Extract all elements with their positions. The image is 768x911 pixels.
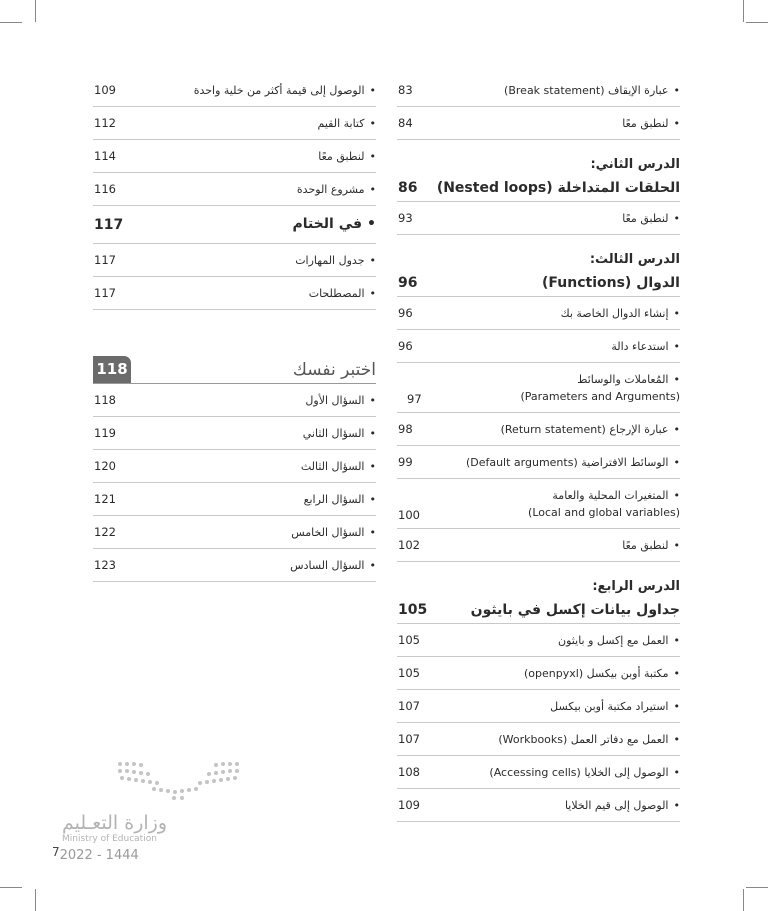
toc-entry[interactable] xyxy=(93,107,376,140)
footer-line xyxy=(52,845,139,863)
toc-entry[interactable] xyxy=(93,384,376,417)
toc-entry-page: 117 xyxy=(94,286,116,300)
toc-entry[interactable] xyxy=(397,529,680,562)
lesson-title: جداول بيانات إكسل في بايثون xyxy=(470,601,680,618)
toc-entry[interactable] xyxy=(397,107,680,140)
toc-entry[interactable] xyxy=(397,756,680,789)
toc-entry-title: • المصطلحات xyxy=(309,285,376,302)
toc-entry-page: 108 xyxy=(398,765,420,779)
lesson-page: 86 xyxy=(398,180,418,196)
toc-entry-page: 109 xyxy=(398,798,420,812)
toc-entry-title: • العمل مع إكسل و بايثون xyxy=(558,632,680,649)
toc-section-page: 117 xyxy=(94,216,124,233)
toc-entry-page: 84 xyxy=(398,116,413,130)
edition-year: 2022 - 1444 xyxy=(59,848,139,863)
toc-entry-title: • لنطبق معًا xyxy=(318,148,376,165)
toc-entry[interactable] xyxy=(93,483,376,516)
crop-mark xyxy=(0,22,22,23)
crop-mark xyxy=(746,887,768,888)
toc-entry-title: • السؤال الخامس xyxy=(291,524,376,541)
toc-entry[interactable] xyxy=(93,173,376,206)
toc-left-column xyxy=(93,74,376,582)
toc-entry-title: • عبارة الإيقاف (Break statement) xyxy=(504,82,680,99)
toc-entry-page: 96 xyxy=(398,306,413,320)
toc-entry-title: • الوصول إلى الخلايا (Accessing cells) xyxy=(489,764,680,781)
toc-entry[interactable] xyxy=(93,277,376,310)
toc-entry[interactable] xyxy=(397,657,680,690)
toc-entry[interactable] xyxy=(397,330,680,363)
crop-mark xyxy=(743,0,744,22)
toc-entry-title xyxy=(520,371,680,405)
toc-entry-title: • السؤال السادس xyxy=(290,557,376,574)
toc-entry-page: 119 xyxy=(94,426,116,440)
toc-entry[interactable] xyxy=(93,74,376,107)
ministry-logo xyxy=(52,758,242,868)
toc-entry-title: • لنطبق معًا xyxy=(622,115,680,132)
toc-right-column xyxy=(397,74,680,822)
toc-section-title: • في الختام xyxy=(292,216,376,233)
toc-entry-title: • لنطبق معًا xyxy=(622,210,680,227)
lesson-title: الحلقات المتداخلة (Nested loops) xyxy=(436,179,680,196)
toc-entry-page: 97 xyxy=(407,392,422,406)
toc-entry-page: 120 xyxy=(94,459,116,473)
toc-entry-page: 107 xyxy=(398,732,420,746)
toc-entry-page: 99 xyxy=(398,455,413,469)
toc-entry-title: • الوسائط الافتراضية (Default arguments) xyxy=(466,454,680,471)
toc-entry-title: • مكتبة أوبن بيكسل (openpyxl) xyxy=(524,665,680,682)
toc-entry[interactable] xyxy=(397,413,680,446)
toc-entry[interactable] xyxy=(397,479,680,529)
lesson-page: 105 xyxy=(398,602,428,618)
toc-entry[interactable] xyxy=(397,789,680,822)
toc-entry-title: • السؤال الرابع xyxy=(304,491,376,508)
toc-entry-page: 118 xyxy=(94,393,116,407)
toc-entry[interactable] xyxy=(93,244,376,277)
toc-entry-title: • الوصول إلى قيم الخلايا xyxy=(565,797,680,814)
toc-entry[interactable] xyxy=(93,549,376,582)
toc-entry-page: 93 xyxy=(398,211,413,225)
toc-entry-title: • لنطبق معًا xyxy=(622,537,680,554)
toc-entry-page: 114 xyxy=(94,149,116,163)
toc-entry-title: • السؤال الثاني xyxy=(303,425,376,442)
ministry-emblem-dots-icon xyxy=(114,758,244,802)
toc-entry-title: • السؤال الأول xyxy=(305,392,376,409)
toc-entry-page: 117 xyxy=(94,253,116,267)
page-number: 7 xyxy=(52,845,60,859)
toc-entry-title: • استيراد مكتبة أوبن بيكسل xyxy=(550,698,680,715)
toc-entry[interactable] xyxy=(93,140,376,173)
lesson-label: الدرس الرابع: xyxy=(592,579,680,594)
toc-entry-title: • السؤال الثالث xyxy=(301,458,376,475)
test-yourself-header[interactable] xyxy=(93,356,376,384)
toc-entry[interactable] xyxy=(397,446,680,479)
toc-entry-title-line2: (Parameters and Arguments) xyxy=(520,389,680,403)
toc-entry-title: • عبارة الإرجاع (Return statement) xyxy=(501,421,680,438)
toc-entry-page: 109 xyxy=(94,83,116,97)
crop-mark xyxy=(35,889,36,911)
toc-entry-page: 105 xyxy=(398,666,420,680)
lesson-title-row[interactable] xyxy=(397,270,680,297)
toc-entry-page: 96 xyxy=(398,339,413,353)
toc-entry[interactable] xyxy=(397,690,680,723)
toc-entry-page: 116 xyxy=(94,182,116,196)
toc-entry[interactable] xyxy=(397,297,680,330)
toc-entry-page: 121 xyxy=(94,492,116,506)
toc-entry[interactable] xyxy=(397,624,680,657)
toc-entry[interactable] xyxy=(397,723,680,756)
toc-entry-title xyxy=(528,487,680,521)
crop-mark xyxy=(35,0,36,22)
lesson-label: الدرس الثاني: xyxy=(590,157,680,172)
test-yourself-title: اختبر نفسك xyxy=(292,359,376,380)
lesson-page: 96 xyxy=(398,275,418,291)
toc-entry-title: • كتابة القيم xyxy=(318,115,376,132)
toc-entry[interactable] xyxy=(93,516,376,549)
toc-entry-title-line1: المُعاملات والوسائط xyxy=(577,372,669,386)
toc-entry-page: 112 xyxy=(94,116,116,130)
toc-entry[interactable] xyxy=(397,363,680,413)
test-yourself-page-tab: 118 xyxy=(93,356,131,383)
toc-entry-page: 83 xyxy=(398,83,413,97)
crop-mark xyxy=(743,889,744,911)
lesson-title-row[interactable] xyxy=(397,175,680,202)
toc-section-entry[interactable] xyxy=(93,206,376,244)
toc-entry-title: • إنشاء الدوال الخاصة بك xyxy=(561,305,680,322)
toc-entry-page: 105 xyxy=(398,633,420,647)
toc-entry-title: • جدول المهارات xyxy=(295,252,376,269)
crop-mark xyxy=(0,887,22,888)
toc-entry-page: 100 xyxy=(398,508,420,522)
toc-entry-title: • مشروع الوحدة xyxy=(297,181,376,198)
toc-entry-title-line2: (Local and global variables) xyxy=(528,505,680,519)
lesson-title-row[interactable] xyxy=(397,597,680,624)
toc-entry-page: 123 xyxy=(94,558,116,572)
ministry-name-arabic: وزارة التعـليم xyxy=(62,812,168,834)
lesson-label: الدرس الثالث: xyxy=(589,252,680,267)
toc-entry[interactable] xyxy=(93,417,376,450)
crop-mark xyxy=(746,22,768,23)
toc-entry-page: 98 xyxy=(398,422,413,436)
toc-entry[interactable] xyxy=(397,74,680,107)
toc-entry-title: • استدعاء دالة xyxy=(611,338,680,355)
toc-entry-page: 102 xyxy=(398,538,420,552)
ministry-name-english: Ministry of Education xyxy=(62,834,157,844)
lesson-title: الدوال (Functions) xyxy=(542,274,680,291)
toc-entry-page: 107 xyxy=(398,699,420,713)
toc-entry-title: • العمل مع دفاتر العمل (Workbooks) xyxy=(498,731,680,748)
toc-entry-title: • الوصول إلى قيمة أكثر من خلية واحدة xyxy=(194,82,376,99)
toc-entry[interactable] xyxy=(93,450,376,483)
toc-entry-page: 122 xyxy=(94,525,116,539)
toc-entry[interactable] xyxy=(397,202,680,235)
toc-entry-title-line1: المتغيرات المحلية والعامة xyxy=(552,488,669,502)
